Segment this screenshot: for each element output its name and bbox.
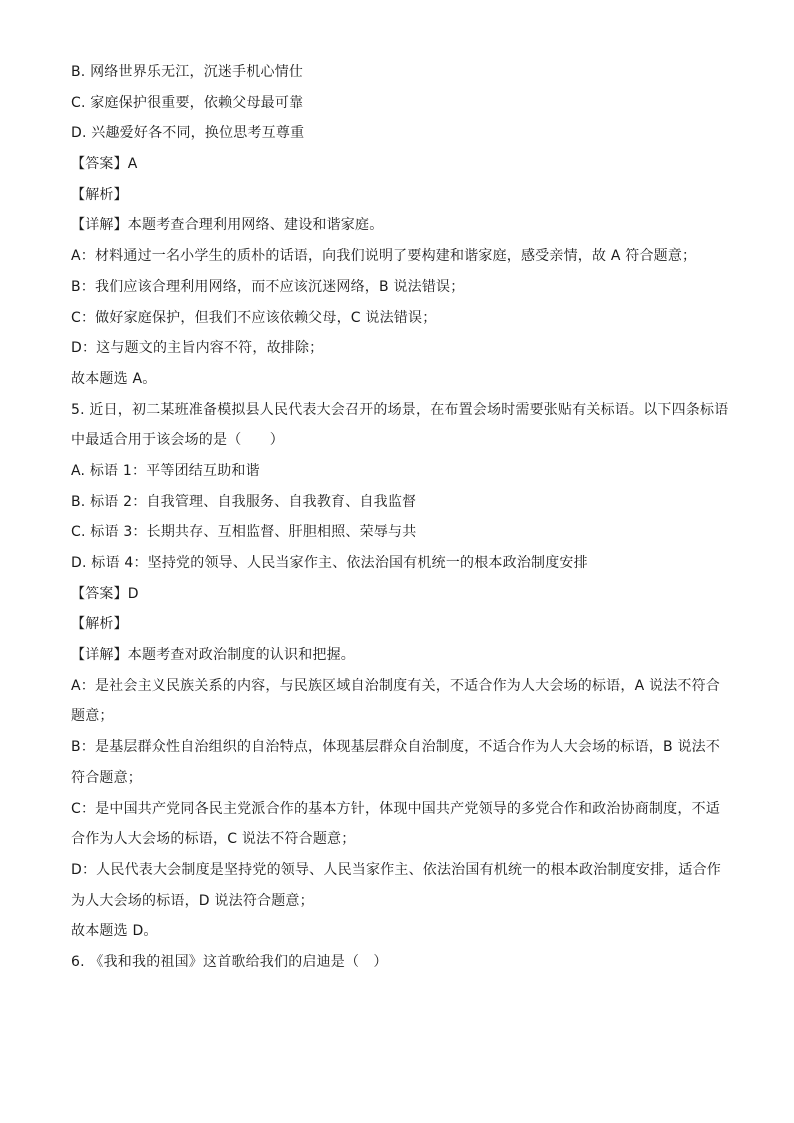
option-c-text: C. 家庭保护很重要，依赖父母最可靠 [71, 94, 304, 111]
q5-detail-explanation: 【详解】本题考查对政治制度的认识和把握。 [71, 647, 355, 664]
q5-explanation-c-cont: 合作为人大会场的标语，C 说法不符合题意； [71, 831, 356, 848]
q5-explanation-b-cont: 符合题意； [71, 769, 142, 786]
q5-explanation-d: D：人民代表大会制度是坚持党的领导、人民当家作主、依法治国有机统一的根本政治制度安排，适合作 [71, 861, 721, 878]
q5-explanation-b: B：是基层群众性自治组织的自治特点，体现基层群众自治制度，不适合作为人大会场的标语，B 说法不 [71, 739, 721, 756]
q5-option-d: D. 标语 4：坚持党的领导、人民当家作主、依法治国有机统一的根本政治制度安排 [71, 555, 588, 571]
option-b-text: B. 网络世界乐无江，沉迷手机心情仕 [71, 64, 304, 80]
q5-explanation-a: A：是社会主义民族关系的内容，与民族区域自治制度有关，不适合作为人大会场的标语，A 说法不符合 [71, 677, 721, 694]
explanation-c: C：做好家庭保护，但我们不应该依赖父母，C 说法错误； [71, 309, 437, 326]
analysis-label: 【解析】 [71, 186, 128, 203]
question-6-stem: 6. 《我和我的祖国》这首歌给我们的启迪是（ ） [71, 953, 388, 970]
q5-answer-label: 【答案】D [71, 585, 139, 602]
q5-conclusion: 故本题选 D。 [71, 923, 158, 940]
detail-explanation: 【详解】本题考查合理利用网络、建设和谐家庭。 [71, 217, 384, 234]
option-d-text: D. 兴趣爱好各不同，换位思考互尊重 [71, 125, 305, 142]
explanation-d: D：这与题文的主旨内容不符，故排除； [71, 340, 324, 357]
answer-label: 【答案】A [71, 156, 138, 173]
document-page [71, 62, 729, 983]
q5-option-c: C. 标语 3：长期共存、互相监督、肝胆相照、荣辱与共 [71, 524, 417, 541]
explanation-a: A：材料通过一名小学生的质朴的话语，向我们说明了要构建和谐家庭，感受亲情，故 A 符合题意； [71, 248, 697, 265]
q5-explanation-d-cont: 为人大会场的标语，D 说法符合题意； [71, 892, 314, 909]
q5-explanation-c: C：是中国共产党同各民主党派合作的基本方针，体现中国共产党领导的多党合作和政治协商制度，不适 [71, 800, 720, 817]
q5-option-a: A. 标语 1：平等团结互助和谐 [71, 462, 260, 479]
question-5-stem-cont: 中最适合用于该会场的是（ ） [71, 432, 284, 449]
q5-analysis-label: 【解析】 [71, 616, 128, 633]
q5-explanation-a-cont: 题意； [71, 708, 114, 725]
question-5-stem: 5. 近日，初二某班准备模拟县人民代表大会召开的场景，在布置会场时需要张贴有关标语。以下四条标语 [71, 401, 729, 418]
q5-option-b: B. 标语 2：自我管理、自我服务、自我教育、自我监督 [71, 493, 417, 510]
conclusion: 故本题选 A。 [71, 370, 157, 387]
explanation-b: B：我们应该合理利用网络，而不应该沉迷网络，B 说法错误； [71, 278, 465, 295]
